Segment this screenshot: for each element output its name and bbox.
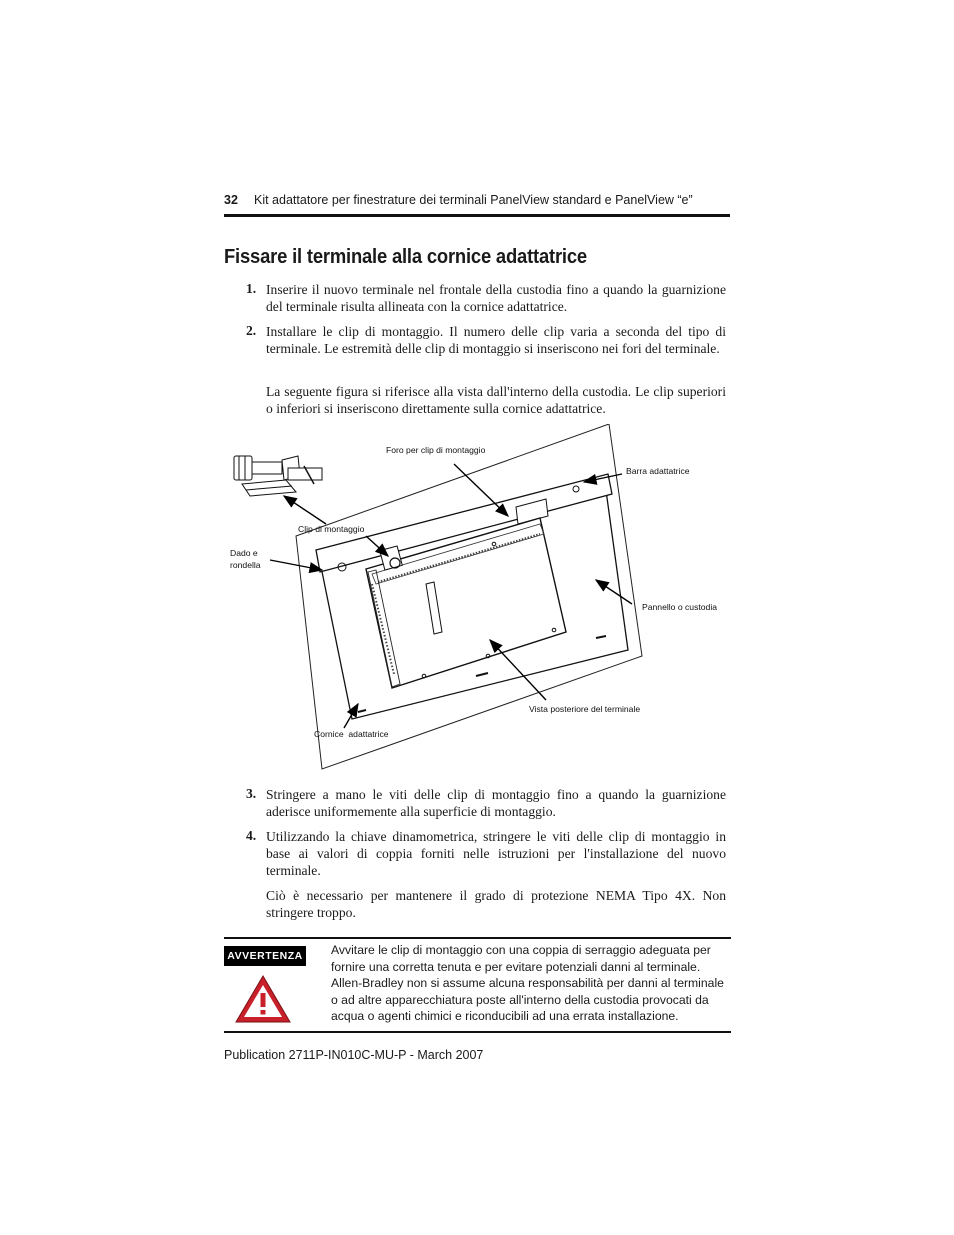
label-vista: Vista posteriore del terminale	[529, 704, 641, 714]
page-number: 32	[224, 193, 238, 207]
arrow-clip-left	[284, 496, 326, 524]
arrow-dado	[270, 560, 322, 570]
label-cornice: Cornice adattatrice	[314, 729, 389, 739]
label-pannello: Pannello o custodia	[642, 602, 718, 612]
warning-bottom-rule	[224, 1031, 731, 1033]
label-foro: Foro per clip di montaggio	[386, 445, 486, 455]
step-2-note: La seguente figura si riferisce alla vista dall'interno della custodia. Le clip superiori o inferiori si inseriscono direttamente sulla cornice adattatrice.	[266, 384, 726, 416]
warning-badge: AVVERTENZA	[224, 946, 306, 966]
step-text-1: Inserire il nuovo terminale nel frontale della custodia fino a quando la guarnizione del terminale risulta allineata con la cornice adattatrice.	[266, 282, 726, 314]
step-text-3: Stringere a mano le viti delle clip di montaggio fino a quando la guarnizione aderisce uniformemente alla superficie di montaggio.	[266, 787, 726, 819]
header-title: Kit adattatore per finestrature dei terminali PanelView standard e PanelView “e”	[254, 193, 693, 207]
label-clip: Clip di montaggio	[298, 524, 365, 534]
step-text-4: Utilizzando la chiave dinamometrica, stringere le viti delle clip di montaggio in base ai valori di coppia forniti nelle istruzioni per l'installazione del nuovo terminale.	[266, 829, 726, 878]
section-title: Fissare il terminale alla cornice adattatrice	[224, 246, 587, 268]
warning-text: Avvitare le clip di montaggio con una coppia di serraggio adeguata per fornire una corretta tenuta e per evitare potenziali danni al terminale. Allen-Bradley non si assume alcuna responsabilità per danni al terminale o ad altre apparecchiatura poste all'interno della custodia provocati da acqua o agenti chimici e riconducibili ad una errata installazione.	[331, 943, 724, 1023]
step-4-note: Ciò è necessario per mantenere il grado di protezione NEMA Tipo 4X. Non stringere troppo.	[266, 888, 726, 920]
page-header	[224, 191, 730, 211]
step-number-4: 4.	[246, 828, 257, 843]
publication-footer: Publication 2711P-IN010C-MU-P - March 2007	[224, 1048, 484, 1062]
warning-triangle-icon	[234, 974, 292, 1024]
step-number-1: 1.	[246, 281, 257, 296]
label-dado-2: rondella	[230, 560, 261, 570]
step-number-3: 3.	[246, 786, 257, 801]
step-text-2: Installare le clip di montaggio. Il numero delle clip varia a seconda del tipo di terminale. Le estremità delle clip di montaggio si inseriscono nei fori del terminale.	[266, 324, 726, 356]
step-number-2: 2.	[246, 323, 257, 338]
label-barra: Barra adattatrice	[626, 466, 690, 476]
mounting-figure	[226, 424, 726, 770]
label-dado-1: Dado e	[230, 548, 258, 558]
warning-top-rule	[224, 937, 731, 939]
header-rule	[224, 214, 730, 217]
mounting-clip-detail	[234, 456, 322, 496]
